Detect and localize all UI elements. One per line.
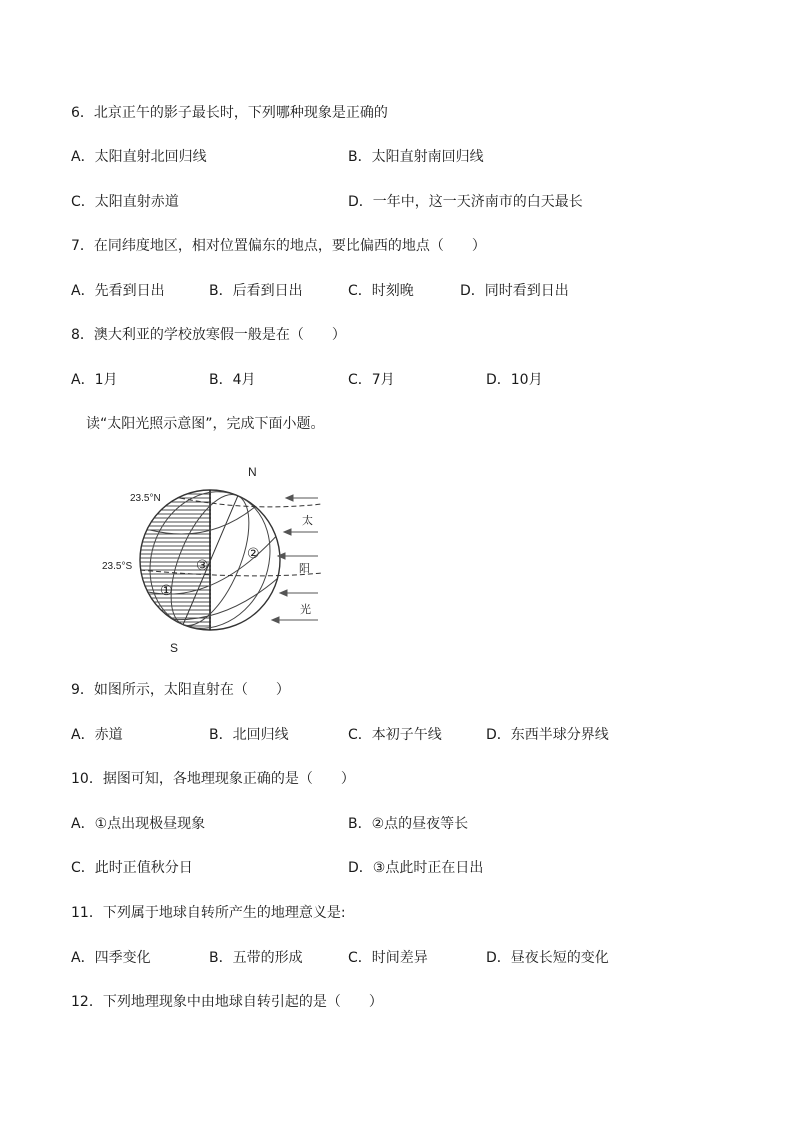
sunlight-diagram xyxy=(100,460,330,656)
q7-stem: 7．在同纬度地区，相对位置偏东的地点，要比偏西的地点（ ） xyxy=(71,238,486,254)
q7-option-c: C．时刻晚 xyxy=(348,283,414,299)
q12-stem: 12．下列地理现象中由地球自转引起的是（ ） xyxy=(71,994,383,1010)
point-1: ① xyxy=(160,582,173,598)
q6-option-c: C．太阳直射赤道 xyxy=(71,194,179,210)
q10-stem: 10．据图可知，各地理现象正确的是（ ） xyxy=(71,771,355,787)
q11-option-c: C．时间差异 xyxy=(348,950,428,966)
point-2: ② xyxy=(247,545,260,561)
label-23-5-south: 23.5°S xyxy=(102,561,133,572)
sun-label-2: 阳 xyxy=(299,563,310,575)
q10-option-b: B．②点的昼夜等长 xyxy=(348,816,469,832)
q6-option-a: A．太阳直射北回归线 xyxy=(71,149,207,165)
q6-stem: 6．北京正午的影子最长时，下列哪种现象是正确的 xyxy=(71,105,388,121)
q8-option-d: D．10月 xyxy=(486,372,543,388)
q11-option-d: D．昼夜长短的变化 xyxy=(486,950,609,966)
q9-stem: 9．如图所示，太阳直射在（ ） xyxy=(71,682,290,698)
sun-label-1: 太 xyxy=(302,515,313,527)
q7-option-a: A．先看到日出 xyxy=(71,283,165,299)
label-23-5-north: 23.5°N xyxy=(130,493,161,504)
q8-stem: 8．澳大利亚的学校放寒假一般是在（ ） xyxy=(71,327,346,343)
sun-ray-arrow xyxy=(284,529,291,535)
q10-option-c: C．此时正值秋分日 xyxy=(71,860,193,876)
q11-option-b: B．五带的形成 xyxy=(209,950,303,966)
q9-option-a: A．赤道 xyxy=(71,727,123,743)
sun-ray-arrow xyxy=(272,617,279,623)
q6-option-d: D．一年中，这一天济南市的白天最长 xyxy=(348,194,583,210)
label-south: S xyxy=(170,641,179,655)
q9-option-c: C．本初子午线 xyxy=(348,727,442,743)
q7-option-d: D．同时看到日出 xyxy=(460,283,569,299)
label-north: N xyxy=(248,465,257,479)
q10-option-d: D．③点此时正在日出 xyxy=(348,860,484,876)
q11-stem: 11．下列属于地球自转所产生的地理意义是: xyxy=(71,905,346,921)
sun-label-3: 光 xyxy=(300,604,311,616)
q8-option-b: B．4月 xyxy=(209,372,256,388)
q9-option-d: D．东西半球分界线 xyxy=(486,727,609,743)
sun-ray-arrow xyxy=(286,495,293,501)
q8-option-c: C．7月 xyxy=(348,372,395,388)
q10-option-a: A．①点出现极昼现象 xyxy=(71,816,206,832)
q9-option-b: B．北回归线 xyxy=(209,727,289,743)
q8-option-a: A．1月 xyxy=(71,372,118,388)
point-3: ③ xyxy=(196,557,209,573)
figure-intro: 读“太阳光照示意图”，完成下面小题。 xyxy=(86,416,325,432)
q11-option-a: A．四季变化 xyxy=(71,950,151,966)
q7-option-b: B．后看到日出 xyxy=(209,283,303,299)
sun-ray-arrow xyxy=(280,590,287,596)
q6-option-b: B．太阳直射南回归线 xyxy=(348,149,484,165)
